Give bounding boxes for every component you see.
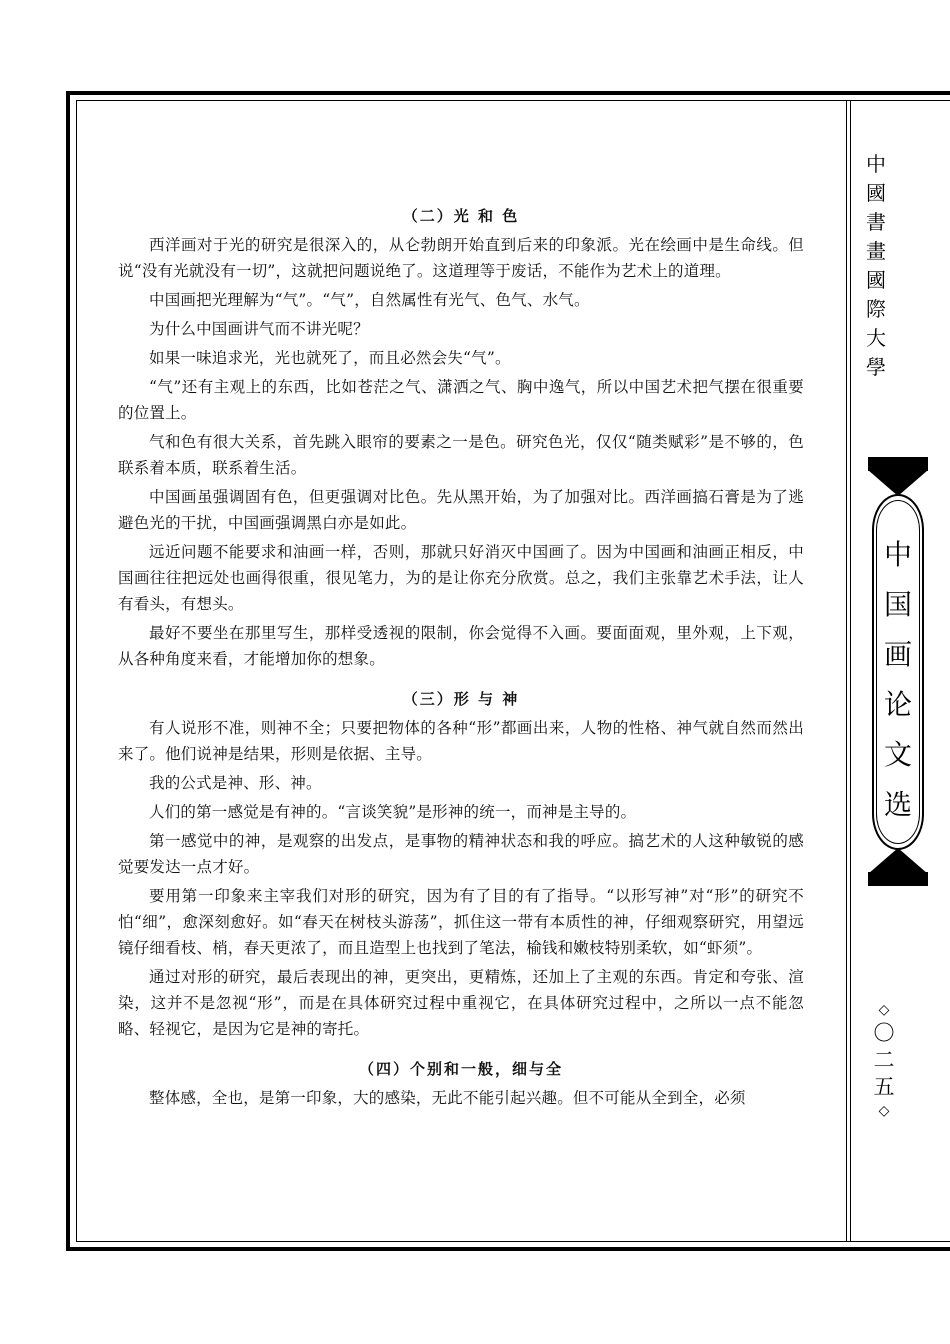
running-head-char: 國 [866, 181, 886, 205]
running-head-char: 畫 [866, 239, 886, 263]
running-head-university [858, 150, 894, 382]
paragraph: 最好不要坐在那里写生，那样受透视的限制，你会觉得不入画。要面面观，里外观，上下观，从各种角度来看，才能增加你的想象。 [118, 624, 804, 668]
paragraph: 第一感觉中的神，是观察的出发点，是事物的精神状态和我的呼应。搞艺术的人这种敏锐的感觉要发达一点才好。 [118, 832, 804, 876]
running-head-char: 際 [866, 297, 886, 321]
book-title-char: 国 [883, 588, 912, 621]
paragraph: 气和色有很大关系，首先跳入眼帘的要素之一是色。研究色光，仅仅“随类赋彩”是不够的，色联系着本质，联系着生活。 [118, 433, 804, 477]
paragraph: 要用第一印象来主宰我们对形的研究，因为有了目的有了指导。“以形写神”对“形”的研究不怕“细”，愈深刻愈好。如“春天在树枝头游荡”，抓住这一带有本质性的神，仔细观察研究，用望远镜仔细看枝、梢，春天更浓了，而且造型上也找到了笔法，榆钱和嫩枝特别柔软，如“虾须”。 [118, 887, 804, 957]
paragraph: “气”还有主观上的东西，比如苍茫之气、潇洒之气、胸中逸气，所以中国艺术把气摆在很重要的位置上。 [118, 378, 804, 422]
running-head-char: 大 [866, 326, 886, 350]
paragraph: 中国画把光理解为“气”。“气”，自然属性有光气、色气、水气。 [149, 291, 590, 309]
diamond-icon: ◇ [878, 1002, 890, 1018]
section-heading: （四）个别和一般，细与全 [358, 1060, 563, 1078]
page-number-char: 二 [873, 1048, 895, 1072]
ornament-chevron-bottom [868, 848, 928, 874]
paragraph: 人们的第一感觉是有神的。“言谈笑貌”是形神的统一，而神是主导的。 [149, 803, 637, 821]
paragraph: 如果一味追求光，光也就死了，而且必然会失“气”。 [149, 349, 511, 367]
book-title-char: 文 [883, 738, 912, 771]
running-head-char: 書 [866, 210, 886, 234]
book-title-char: 中 [883, 538, 912, 571]
book-title-char: 选 [883, 788, 912, 821]
margin-rule [846, 100, 847, 1242]
paragraph: 通过对形的研究，最后表现出的神，更突出，更精炼，还加上了主观的东西。肯定和夸张、渲染，这并不是忽视“形”，而是在具体研究过程中重视它，在具体研究过程中，之所以一点不能忽略、轻视它，是因为它是神的寄托。 [118, 968, 804, 1038]
section-heading: （三）形 与 神 [402, 690, 520, 708]
book-title [874, 530, 922, 830]
page-number-char: 五 [873, 1075, 895, 1099]
running-head-char: 學 [866, 355, 886, 379]
paragraph: 西洋画对于光的研究是很深入的，从仑勃朗开始直到后来的印象派。光在绘画中是生命线。但说“没有光就没有一切”，这就把问题说绝了。这道理等于废话，不能作为艺术上的道理。 [118, 236, 804, 280]
paragraph: 远近问题不能要求和油画一样，否则，那就只好消灭中国画了。因为中国画和油画正相反，中国画往往把远处也画得很重，很见笔力，为的是让你充分欣赏。总之，我们主张靠艺术手法，让人有看头，有想头。 [118, 543, 804, 613]
diamond-icon: ◇ [878, 1103, 890, 1119]
paragraph: 中国画虽强调固有色，但更强调对比色。先从黑开始，为了加强对比。西洋画搞石膏是为了逃避色光的干扰，中国画强调黑白亦是如此。 [118, 488, 804, 532]
ornament-band-top [868, 457, 928, 471]
ornament-band-bottom [868, 872, 928, 886]
running-head-char: 中 [866, 152, 886, 176]
page-number-char: 〇 [873, 1021, 895, 1045]
book-title-char: 论 [883, 688, 912, 721]
margin-rule-inner [850, 100, 851, 1242]
paragraph: 为什么中国画讲气而不讲光呢？ [149, 320, 369, 338]
page-number [862, 1000, 906, 1121]
ornament-chevron-top [868, 470, 928, 496]
running-head-char: 國 [866, 268, 886, 292]
section-heading: （二）光 和 色 [402, 207, 520, 225]
paragraph: 有人说形不准，则神不全；只要把物体的各种“形”都画出来，人物的性格、神气就自然而然出来了。他们说神是结果，形则是依据、主导。 [118, 719, 804, 763]
paragraph: 整体感，全也，是第一印象，大的感染，无此不能引起兴趣。但不可能从全到全，必须 [149, 1089, 746, 1107]
book-title-char: 画 [883, 638, 912, 671]
paragraph: 我的公式是神、形、神。 [149, 774, 322, 792]
body-text [118, 200, 804, 1114]
